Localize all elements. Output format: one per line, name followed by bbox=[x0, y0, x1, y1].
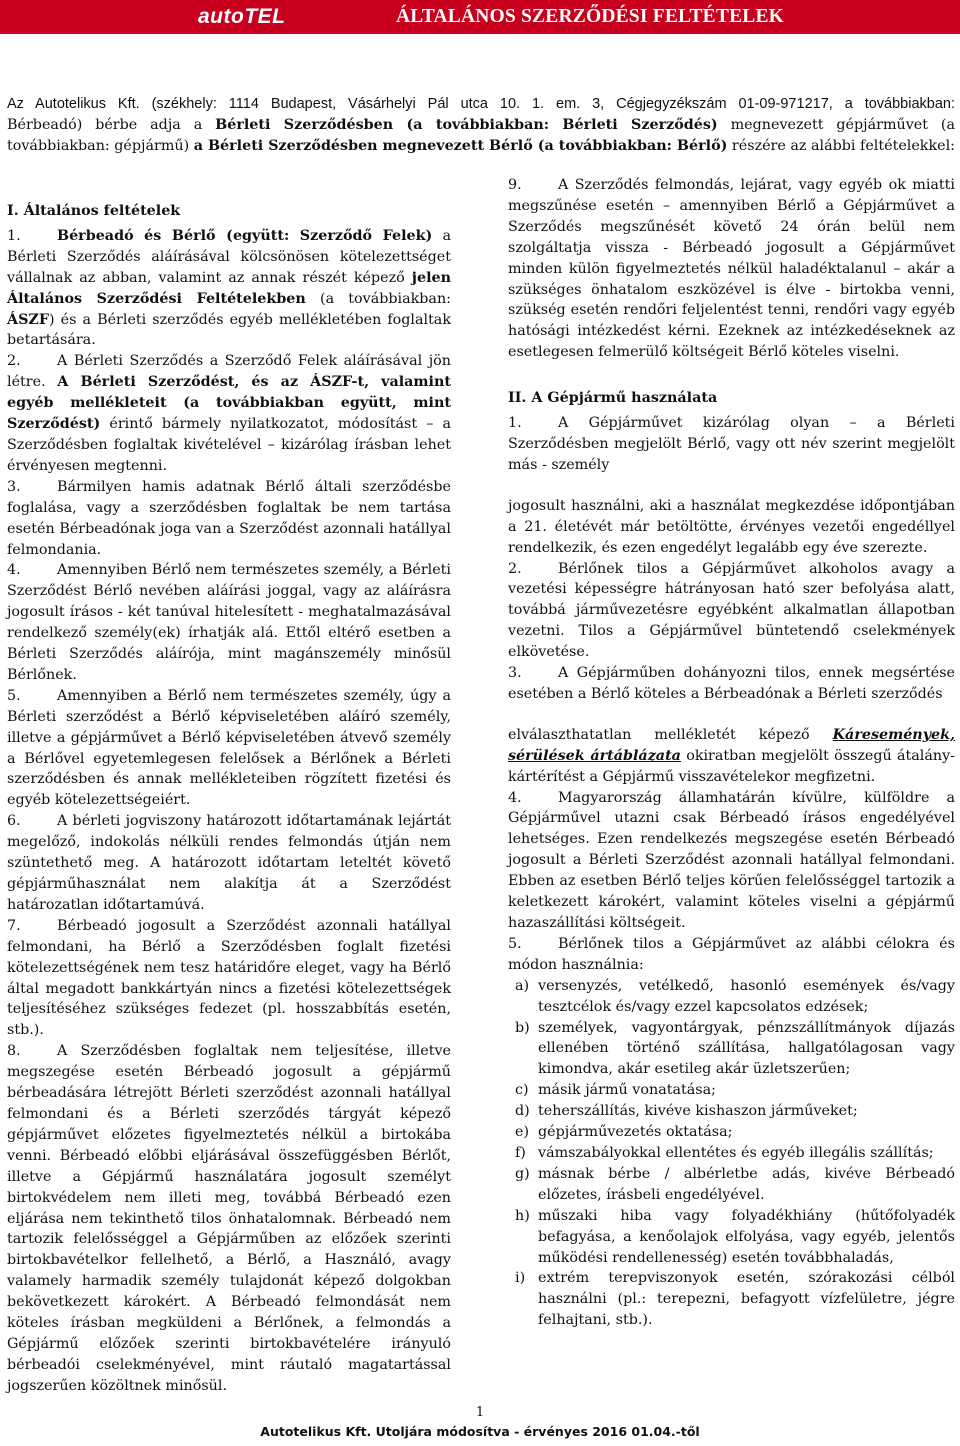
intro-s5: részére az alábbi feltételekkel: bbox=[727, 137, 955, 154]
clause-6: 6. A bérleti jogviszony határozott időtartamának lejártát megelőző, indokolás nélküli rendes felmondás útján nem szüntethető meg. A határozott időtartam leteltét követő gépjárműhasználat nem alakítja át a Szerződést határozatlan időtartamúvá. bbox=[7, 813, 451, 913]
clause-1: 1. Bérbeadó és Bérlő (együtt: Szerződő Felek) a Bérleti Szerződés aláírásával kölcsönösen kötelezettséget vállalnak az abban, valamint az annak részét képező jelen Általános Szerződési Feltételekben (a továbbiakban: ÁSZF) és a Bérleti szerződés egyéb mellékletében foglaltak betartására. bbox=[7, 227, 451, 349]
document-title: ÁLTALÁNOS SZERZŐDÉSI FELTÉTELEK bbox=[396, 6, 785, 27]
use-clause-1b: jogosult használni, aki a használat megkezdése időpontjában a 21. életévét már betöltötte, érvényes vezetői engedéllyel rendelkezik, és ezen engedélyt legalább egy éve szerezte. bbox=[508, 497, 955, 556]
right-column bbox=[508, 175, 955, 1331]
prohibited-uses-list bbox=[508, 976, 955, 1331]
intro-line-1: Az Autotelikus Kft. (székhely: 1114 Budapest, Vásárhelyi Pál utca 10. 1. em. 3, Cégjegyzékszám 01-09-971217, a továbbiakban: bbox=[7, 96, 955, 112]
footer-text: Autotelikus Kft. Utoljára módosítva - érvényes 2016 01.04.-től bbox=[260, 1424, 700, 1439]
clause-8: 8. A Szerződésben foglaltak nem teljesítése, illetve megszegése esetén Bérbeadó jogosult a gépjármű bérbeadására létrejött Bérleti szerződést azonnali hatállyal felmondani és a Bérleti szerződés tárgyát képező gépjárművet előzetes figyelmeztetés nélkül a birtokába venni. Bérbeadó előbbi eljárásával összefüggésben Bérlőt, illetve a Gépjármű használatára jogosult személyt birtokvédelem nem illeti meg, továbbá Bérbeadó ezen eljárása nem tekinthető tilos önhatalomnak. Bérbeadó nem tartozik felelősséggel a Gépjárműben az előzőek szerinti birtokbavételkor fellelhető, a Bérlő, a Használó, avagy valamely harmadik személy tulajdonát képező dolgokban bekövetkezett károkért. A Bérbeadó felmondását nem köteles írásban megküldeni a Bérlőnek, a felmondás a Gépjármű előzőek szerinti birtokbavételére irányuló bérbeadói cselekményével, mint ráutaló magatartással jogszerűen közöltnek minősül. bbox=[7, 1043, 451, 1394]
intro-bold-2: a Bérleti Szerződésben megnevezett Bérlő (a továbbiakban: Bérlő) bbox=[193, 137, 728, 154]
use-clause-3b: elválaszthatatlan mellékletét képező Káresemények, sérülések ártáblázata okiratban megjelölt összegű átalány-kártérítést a Gépjármű visszavételekor megfizetni. bbox=[508, 726, 955, 785]
clause-7: 7. Bérbeadó jogosult a Szerződést azonnali hatállyal felmondani, ha Bérlő a Szerződésben foglalt fizetési kötelezettségének nem tesz határidőre eleget, vagy ha Bérlő által megadott bankkártyán nincs a fizetési kötelezettségek teljesítéséhez szükséges fedezet (pl. hosszabbítás esetén, stb.). bbox=[7, 917, 451, 1039]
clause-3: 3. Bármilyen hamis adatnak Bérlő általi szerződésbe foglalása, vagy a szerződésben foglaltak be nem tartása esetén Bérbeadónak joga van a Szerződést azonnali hatállyal felmondania. bbox=[7, 478, 451, 558]
left-column bbox=[7, 196, 451, 1397]
list-item: b) személyek, vagyontárgyak, pénzszállítmányok díjazás ellenében történő szállítása, hallgatólagosan vagy kimondva, akár esetileg akár üzletszerűen; bbox=[515, 1019, 955, 1078]
clause-4: 4. Amennyiben Bérlő nem természetes személy, a Bérleti Szerződést Bérlő nevében aláírási joggal, vagy az aláírásra jogosult írásos - két tanúval hitelesített - meghatalmazásával rendelkező személy(ek) írhatják alá. Ettől eltérő esetben a Bérleti Szerződés aláírója, mint magánszemély minősül Bérlőnek. bbox=[7, 562, 451, 683]
list-item: e) gépjárművezetés oktatása; bbox=[515, 1124, 733, 1141]
use-clause-5: 5. Bérlőnek tilos a Gépjárművet az alábbi célokra és módon használnia: bbox=[508, 935, 955, 973]
clause-2: 2. A Bérleti Szerződés a Szerződő Felek aláírásával jön létre. A Bérleti Szerződést, és az ÁSZF-t, valamint egyéb mellékleteit (a továbbiakban együtt, mint Szerződést) érintő bármely nyilatkozatot, módosítást – a Szerződésben foglaltak kivételével – kizárólag írásban lehet érvényesen megtenni. bbox=[7, 353, 451, 474]
use-clause-3a: 3. A Gépjárműben dohányozni tilos, ennek megsértése esetében a Bérlő köteles a Bérbeadónak a Bérleti szerződés bbox=[508, 665, 955, 702]
intro-bold-1: Bérleti Szerződésben (a továbbiakban: Bérleti Szerződés) bbox=[215, 116, 718, 133]
use-clause-2: 2. Bérlőnek tilos a Gépjárművet alkoholos avagy a vezetési képességre hátrányosan ható szer befolyása alatt, továbbá járművezetésre egyébként alkalmatlan állapotban vezetni. Tilos a Gépjárművel büntetendő cselekmények elkövetése. bbox=[508, 560, 955, 661]
list-item: f) vámszabályokkal ellentétes és egyéb illegális szállítás; bbox=[515, 1144, 934, 1161]
use-clause-4: 4. Magyarország államhatárán kívülre, külföldre a Gépjárművel utazni csak Bérbeadó írásos engedélyével lehetséges. Ezen rendelkezés megszegése esetén Bérbeadó jogosult a Bérleti Szerződést azonnali hatállyal felmondani. Ebben az esetben Bérlő teljes körűen felelősséggel tartozik a keletkezett károkért, valamint köteles viselni a gépjármű hazaszállítási költségeit. bbox=[508, 789, 955, 931]
intro-paragraph bbox=[7, 94, 955, 157]
spacer bbox=[508, 476, 955, 496]
list-item: g) másnak bérbe / albérletbe adás, kivéve Bérbeadó előzetes, írásbeli engedélyével. bbox=[515, 1165, 955, 1203]
intro-s3: megnevezett gépjárművet (a továbbiakban: gépjármű) bbox=[7, 116, 956, 154]
list-item: c) másik jármű vonatatása; bbox=[515, 1082, 716, 1099]
list-item: d) teherszállítás, kivéve kishaszon járműveket; bbox=[515, 1103, 858, 1120]
section-title-general: I. Általános feltételek bbox=[7, 203, 181, 219]
clause-5: 5. Amennyiben a Bérlő nem természetes személy, úgy a Bérleti szerződést a Bérlő képviseletében aláíró személy, illetve a gépjárművet a Bérlő képviseletében átvevő személy a Bérlővel egyetemlegesen felelősek a Bérlőnek a Bérleti szerződésben és annak mellékleteiben rögzített fizetési és egyéb kötelezettségeiért. bbox=[7, 687, 451, 809]
list-item: h) műszaki hiba vagy folyadékhiány (hűtőfolyadék befagyása, a kenőolajok elfolyása, vagy egyéb, jelentős működési rendellenesség) esetén továbbhaladás, bbox=[515, 1207, 955, 1266]
header-bar bbox=[0, 0, 960, 34]
clause-9: 9. A Szerződés felmondás, lejárat, vagy egyéb ok miatti megszűnése esetén – amennyiben Bérlő a Gépjárművet a Szerződés megszűnését követő 24 órán belül nem szolgáltatja vissza - Bérbeadó jogosult a Gépjárművet minden külön figyelmeztetés nélkül haladéktalanul – akár a szükséges önhatalom eszközével is élve - birtokba venni, szükség esetén rendőri feljelentést tenni, rendőri vagy egyéb hatósági intézkedést kérni. Ezeknek az intézkedéseknek az esetlegesen felmerülő költségeit Bérlő köteles viselni. bbox=[508, 177, 955, 361]
autotel-logo: autoTEL bbox=[198, 5, 286, 28]
intro-s1: Bérbeadó) bérbe adja a bbox=[7, 116, 216, 133]
section-title-vehicle-use: II. A Gépjármű használata bbox=[508, 390, 718, 407]
page-number: 1 bbox=[475, 1405, 485, 1420]
damage-table-reference: Káresemények, sérülések ártáblázata bbox=[508, 726, 955, 764]
spacer bbox=[508, 705, 955, 725]
list-item: a) versenyzés, vetélkedő, hasonló események és/vagy tesztcélok és/vagy ezzel kapcsolatos edzések; bbox=[515, 977, 955, 1015]
list-item: i) extrém terepviszonyok esetén, szórakozási célból használni (pl.: terepezni, befagyott vízfelületre, jégre felhajtani, stb.). bbox=[515, 1270, 955, 1329]
spacer bbox=[508, 363, 955, 383]
use-clause-1a: 1. A Gépjárművet kizárólag olyan – a Bérleti Szerződésben megjelölt Bérlő, vagy ott név szerint megjelölt más - személy bbox=[508, 415, 955, 473]
